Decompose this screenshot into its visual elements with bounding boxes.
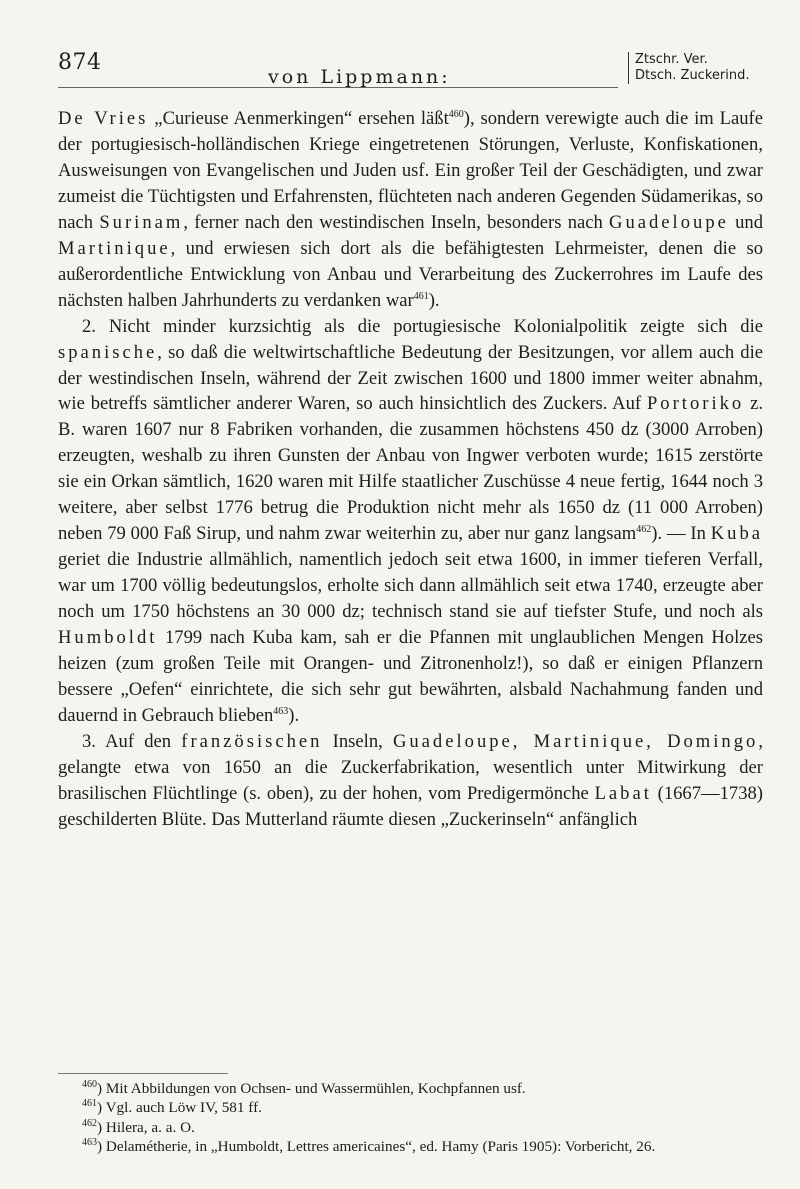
running-head-author: von Lippmann: bbox=[268, 66, 451, 88]
footnote-ref-460: 460 bbox=[448, 108, 464, 120]
footnote-rule bbox=[58, 1073, 228, 1074]
name-humboldt: Humboldt bbox=[58, 627, 158, 649]
footnote-ref-461: 461 bbox=[413, 290, 429, 302]
paragraph-1: De Vries „Curieuse Aenmerkingen“ ersehen läßt$^{460}$), sondern verewigte auch die im Laufe der portugiesisch-holländischen Kriege eingetretenen Störungen, Verluste, Konfiskationen, Ausweisungen von Evangelischen und Juden usf. Ein großer Teil der Geschädigten, und zwar zumeist die Tüchtigsten und Erfahrensten, flüchteten nach anderen Gegenden Südamerikas, so nach Surinam, ferner nach den westindischen Inseln, besonders nach Guadeloupe und Martinique, und erwiesen sich dort als die befähigtesten Lehrmeister, denen die so außerordentliche Entwicklung von Anbau und Verarbeitung des Zuckerrohres im Laufe des nächsten halben Jahrhunderts zu verdanken war$^{461}$). bbox=[58, 108, 763, 311]
header-rule bbox=[58, 87, 618, 88]
article-body bbox=[58, 106, 763, 833]
journal-line-1: Ztschr. Ver. bbox=[635, 52, 708, 67]
page-number: 874 bbox=[58, 50, 102, 75]
footnote-460: $^{460}$) Mit Abbildungen von Ochsen- und Wassermühlen, Kochpfannen usf. bbox=[82, 1078, 526, 1097]
footnotes bbox=[58, 1079, 763, 1156]
place-portoriko: Portoriko bbox=[646, 393, 745, 415]
journal-abbreviation bbox=[628, 52, 749, 84]
paragraph-3: 3. Auf den französischen Inseln, Guadeloupe, Martinique, Domingo, gelangte etwa von 1650 an die Zuckerfabrikation, wesentlich unter Mitwirkung der brasilischen Flüchtlinge (s. oben), zu der hohen, vom Predigermönche Labat (1667—1738) geschilderten Blüte. Das Mutterland räumte diesen „Zuckerinseln“ anfänglich bbox=[58, 730, 763, 830]
place-kuba: Kuba bbox=[710, 523, 763, 545]
place-islands: Guadeloupe, Martinique, Domingo bbox=[392, 730, 759, 752]
term-franzoesischen: französischen bbox=[181, 730, 323, 752]
footnote-462: $^{462}$) Hilera, a. a. O. bbox=[82, 1117, 195, 1136]
place-martinique: Martinique bbox=[58, 237, 171, 259]
footnote-ref-463: 463 bbox=[273, 705, 289, 717]
page-header bbox=[0, 0, 800, 100]
footnote-ref-462: 462 bbox=[636, 524, 652, 536]
place-guadeloupe: Guadeloupe bbox=[609, 211, 729, 233]
place-surinam: Surinam bbox=[99, 211, 184, 233]
footnote-463: $^{463}$) Delamétherie, in „Humboldt, Lettres americaines“, ed. Hamy (Paris 1905): Vorbericht, 26. bbox=[82, 1136, 656, 1155]
journal-line-2: Dtsch. Zuckerind. bbox=[635, 68, 750, 83]
paragraph-2: 2. Nicht minder kurzsichtig als die portugiesische Kolonialpolitik zeigte sich die spanische, so daß die weltwirtschaftliche Bedeutung der Besitzungen, vor allem auch die der westindischen Inseln, während der Zeit zwischen 1600 und 1800 immer weiter abnahm, wie betreffs sämtlicher anderer Waren, so auch hinsichtlich des Zuckers. Auf Portoriko z. B. waren 1607 nur 8 Fabriken vorhanden, die zusammen höchstens 450 dz (3000 Arroben) erzeugten, weshalb zu ihren Gunsten der Anbau von Ingwer verboten wurde; 1615 zerstörte sie ein Orkan sämtlich, 1620 waren mit Hilfe staatlicher Zuschüsse 4 neue fertig, 1644 noch 3 weitere, aber selbst 1776 betrug die Produktion nicht mehr als 1650 dz (11 000 Arroben) neben 79 000 Faß Sirup, und nahm zwar weiterhin zu, aber nur ganz langsam$^{462}$). — In Kuba geriet die Industrie allmählich, namentlich jedoch seit etwa 1600, in immer tieferen Verfall, war um 1700 völlig bedeutungslos, erholte sich dann allmählich seit etwa 1740, erzeugte aber noch um 1750 höchstens an 30 000 dz; technisch stand sie auf tiefster Stufe, und noch als Humboldt 1799 nach Kuba kam, sah er die Pfannen mit unglaublichen Mengen Holzes heizen (zum großen Teile mit Orangen- und Zitronenholz!), so daß er einigen Pflanzern bessere „Oefen“ einrichtete, die sich sehr gut bewährten, alsbald Nachahmung fanden und dauernd in Gebrauch blieben$^{463}$). bbox=[58, 315, 763, 726]
name-de-vries: De Vries bbox=[58, 108, 149, 129]
term-spanische: spanische bbox=[58, 341, 158, 363]
name-labat: Labat bbox=[594, 782, 652, 804]
footnote-461: $^{461}$) Vgl. auch Löw IV, 581 ff. bbox=[82, 1098, 262, 1117]
